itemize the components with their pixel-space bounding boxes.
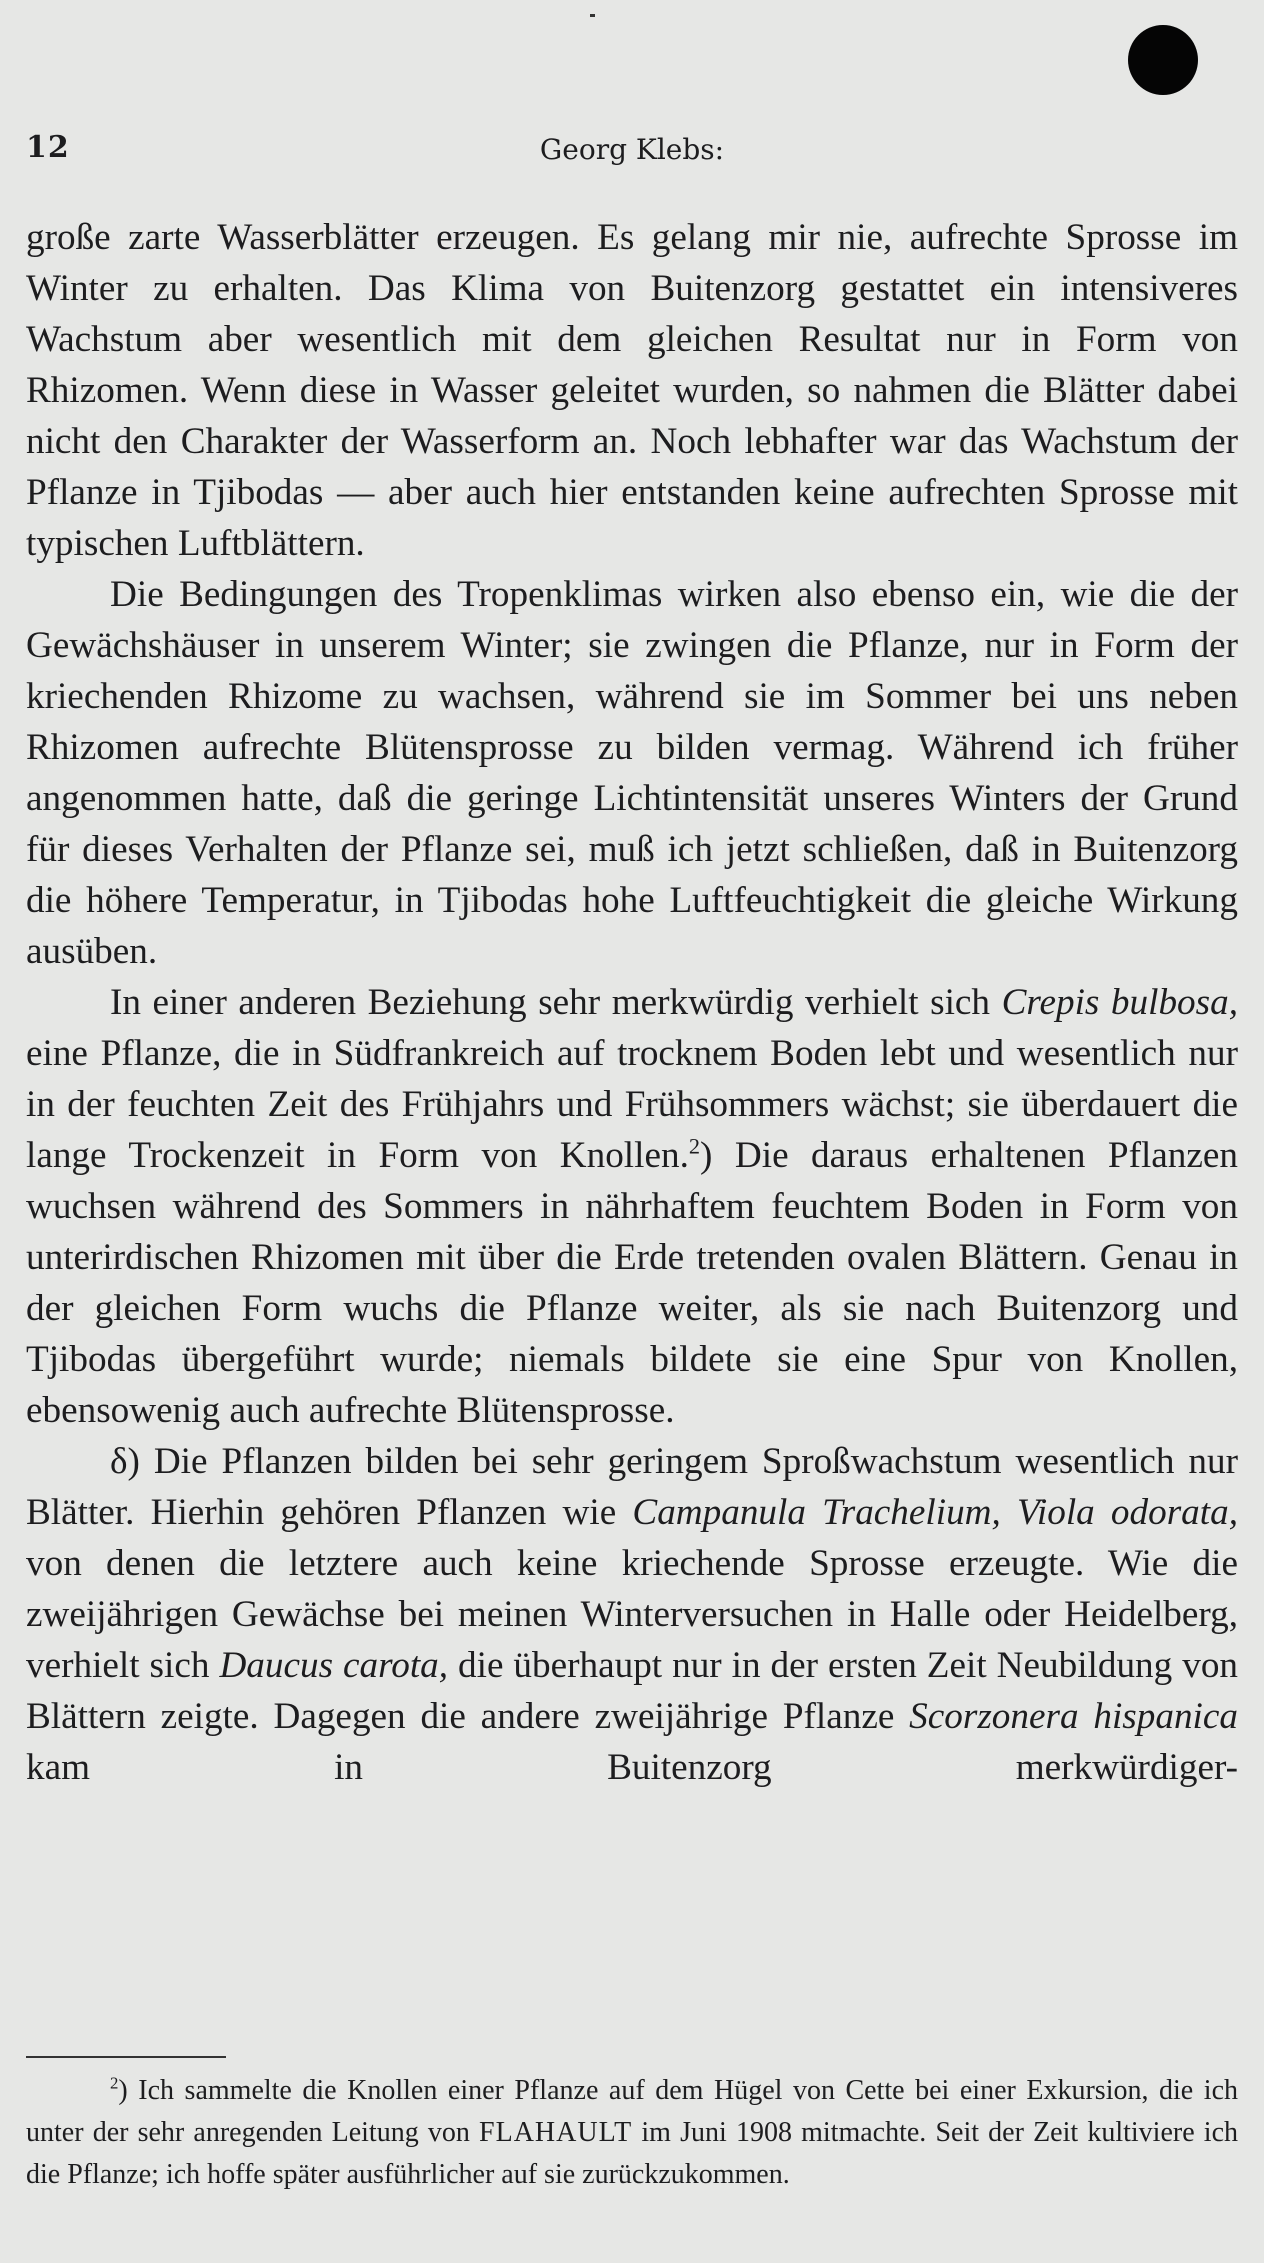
footnote-marker: 2 bbox=[110, 2073, 119, 2093]
paragraph-3 bbox=[26, 977, 1238, 1436]
footnote-text-a: ) Ich sammelte die Knollen einer Pflanze auf dem Hügel von Cette bei einer Exkursion, die ich unter der sehr anregenden Leitung von bbox=[26, 2075, 1238, 2148]
paragraph-4 bbox=[26, 1436, 1238, 1793]
page-number: 12 bbox=[26, 130, 70, 165]
paragraph-4-text-b: von denen die letztere auch keine kriechende Sprosse erzeugte. Wie die zweijährigen Gewächse bei meinen Winterversuchen in Halle oder Heidelberg, verhielt sich bbox=[26, 1543, 1238, 1686]
paragraph-4-text-d: kam in Buitenzorg merkwürdiger- bbox=[26, 1747, 1238, 1788]
running-head: Georg Klebs: bbox=[539, 133, 725, 166]
footnote-2 bbox=[26, 2070, 1238, 2196]
paragraph-2: Die Bedingungen des Tropenklimas wirken also ebenso ein, wie die der Gewächshäuser in unserem Winter; sie zwingen die Pflanze, nur in Form der kriechenden Rhizome zu wachsen, während sie im Sommer bei uns neben Rhizomen aufrechte Blütensprosse zu bilden vermag. Während ich früher angenommen hatte, daß die geringe Lichtintensität unseres Winters der Grund für dieses Verhalten der Pflanze sei, muß ich jetzt schließen, daß in Buitenzorg die höhere Temperatur, in Tjibodas hohe Luftfeuchtigkeit die gleiche Wirkung ausüben. bbox=[26, 574, 1238, 972]
paragraph-4-text-a: δ) Die Pflanzen bilden bei sehr geringem Sproßwachstum wesentlich nur Blätter. Hierhin gehören Pflanzen wie bbox=[26, 1441, 1238, 1533]
species-scorzonera-hispanica: Scorzonera hispanica bbox=[909, 1696, 1238, 1737]
species-campanula-viola: Campanula Trachelium, Viola odorata, bbox=[632, 1492, 1238, 1533]
paragraph-4-text-c: die überhaupt nur in der ersten Zeit Neubildung von Blättern zeigte. Dagegen die andere zweijährige Pflanze bbox=[26, 1645, 1239, 1737]
species-crepis-bulbosa: Crepis bulbosa, bbox=[1001, 982, 1238, 1023]
paragraph-1: große zarte Wasserblätter erzeugen. Es gelang mir nie, aufrechte Sprosse im Winter zu erhalten. Das Klima von Buitenzorg gestattet ein intensiveres Wachstum aber wesentlich mit dem gleichen Resultat nur in Form von Rhizomen. Wenn diese in Wasser geleitet wurden, so nahmen die Blätter dabei nicht den Charakter der Wasserform an. Noch lebhafter war das Wachstum der Pflanze in Tjibodas — aber auch hier entstanden keine aufrechten Sprosse mit typischen Luftblättern. bbox=[26, 217, 1238, 564]
footnote-text-b: im Juni 1908 mitmachte. Seit der Zeit kultiviere ich die Pflanze; ich hoffe später ausführlicher auf sie zurückzukommen. bbox=[26, 2117, 1238, 2190]
paragraph-3-text-c: ) Die daraus erhaltenen Pflanzen wuchsen während des Sommers in nährhaftem feuchtem Boden in Form von unterirdischen Rhizomen mit über die Erde tretenden ovalen Blättern. Genau in der gleichen Form wuchs die Pflanze weiter, als sie nach Buitenzorg und Tjibodas übergeführt wurde; niemals bildete sie eine Spur von Knollen, ebensowenig auch aufrechte Blütensprosse. bbox=[26, 1135, 1238, 1431]
print-speck bbox=[590, 14, 595, 17]
punch-hole bbox=[1128, 25, 1198, 95]
body-text bbox=[26, 212, 1238, 1793]
footnote-divider bbox=[26, 2056, 226, 2058]
paragraph-3-text-a: In einer anderen Beziehung sehr merkwürdig verhielt sich bbox=[110, 982, 1002, 1023]
paragraph-3-text-b: eine Pflanze, die in Südfrankreich auf trocknem Boden lebt und wesentlich nur in der feuchten Zeit des Frühjahrs und Frühsommers wächst; sie überdauert die lange Trockenzeit in Form von Knollen. bbox=[26, 1033, 1238, 1176]
species-daucus-carota: Daucus carota, bbox=[219, 1645, 449, 1686]
footnotes bbox=[26, 2070, 1238, 2196]
footnote-ref: 2 bbox=[688, 1133, 701, 1159]
author-name-flahault: FLAHAULT bbox=[479, 2117, 633, 2148]
